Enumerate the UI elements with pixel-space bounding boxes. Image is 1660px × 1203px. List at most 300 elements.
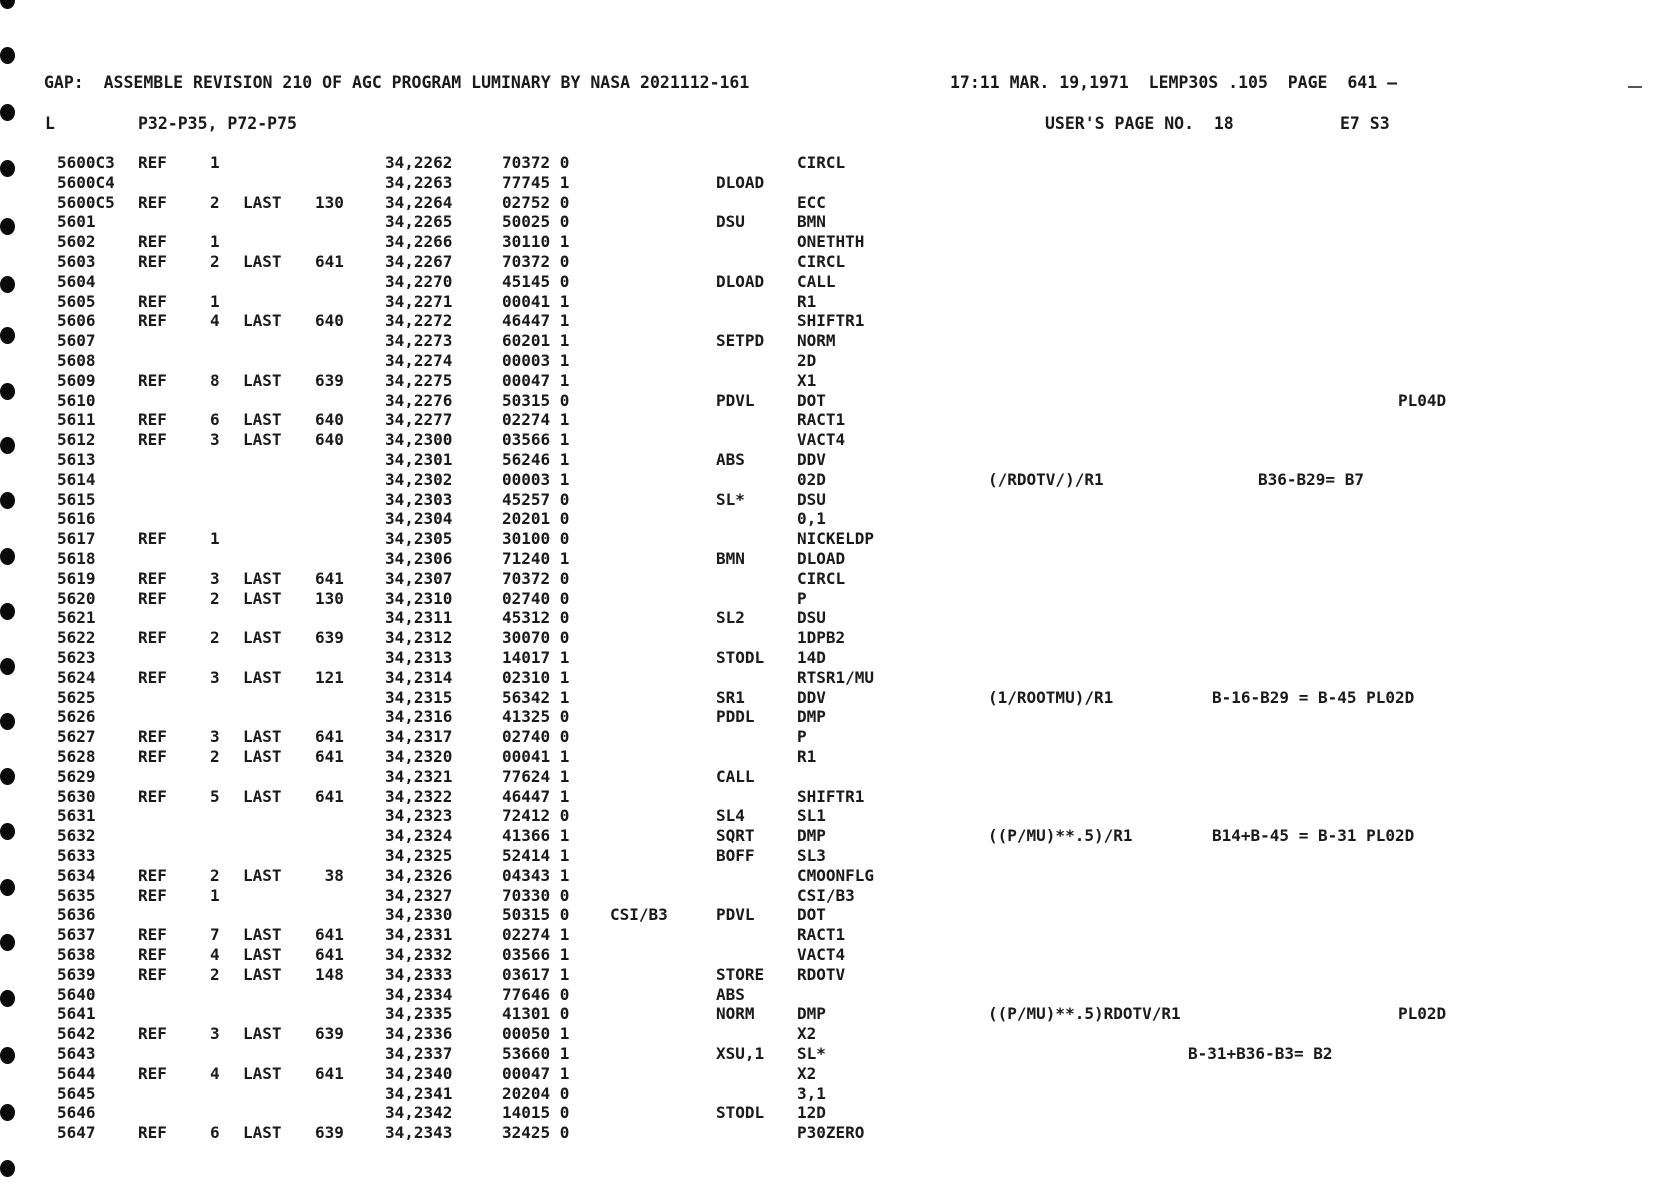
- row-address: 34,2342: [385, 1103, 453, 1123]
- row-operand: DMP: [797, 707, 826, 727]
- row-ref-count: 3: [210, 727, 220, 747]
- row-address: 34,2303: [385, 489, 453, 509]
- row-octal-code: 45257 0: [502, 489, 570, 509]
- row-address: 34,2272: [385, 311, 453, 331]
- row-line-number: 5639: [57, 964, 96, 984]
- row-address: 34,2335: [385, 1004, 453, 1024]
- listing-flag: L: [45, 114, 55, 133]
- row-octal-code: 02752 0: [502, 192, 570, 212]
- row-opcode: SQRT: [716, 826, 755, 846]
- row-line-number: 5636: [57, 905, 96, 925]
- row-opcode: PDVL: [716, 905, 755, 925]
- row-last-marker: LAST: [243, 925, 282, 945]
- row-last-marker: LAST: [243, 667, 282, 687]
- row-last-page: 641: [315, 945, 344, 964]
- row-operand: SHIFTR1: [797, 786, 865, 806]
- row-line-number: 5627: [57, 727, 96, 747]
- row-ref-marker: REF: [138, 786, 167, 806]
- row-line-number: 5642: [57, 1024, 96, 1044]
- row-opcode: PDDL: [716, 707, 755, 727]
- feed-hole: [0, 47, 15, 64]
- row-ref-marker: REF: [138, 945, 167, 964]
- feed-hole: [0, 1047, 15, 1064]
- row-line-number: 5645: [57, 1083, 96, 1103]
- row-last-marker: LAST: [243, 865, 282, 885]
- row-octal-code: 56342 1: [502, 687, 570, 707]
- row-operand: VACT4: [797, 430, 846, 450]
- row-last-marker: LAST: [243, 311, 282, 331]
- row-octal-code: 50025 0: [502, 212, 570, 232]
- row-octal-code: 30110 1: [502, 232, 570, 252]
- row-ref-count: 5: [210, 786, 220, 806]
- row-address: 34,2276: [385, 390, 453, 410]
- row-ref-marker: REF: [138, 885, 167, 905]
- row-last-marker: LAST: [243, 588, 282, 608]
- row-last-marker: LAST: [243, 786, 282, 806]
- feed-hole: [0, 658, 15, 675]
- row-last-marker: LAST: [243, 430, 282, 450]
- row-octal-code: 72412 0: [502, 806, 570, 826]
- row-note: PL02D: [1398, 1004, 1447, 1024]
- row-last-page: 641: [315, 727, 344, 747]
- row-last-page: 639: [315, 1024, 344, 1044]
- row-line-number: 5622: [57, 628, 96, 648]
- row-operand: NORM: [797, 331, 836, 351]
- row-last-page: 641: [315, 925, 344, 945]
- row-label: CSI/B3: [610, 905, 668, 925]
- feed-hole: [0, 383, 15, 400]
- row-last-marker: LAST: [243, 727, 282, 747]
- row-address: 34,2277: [385, 410, 453, 430]
- feed-hole: [0, 218, 15, 235]
- row-operand: CIRCL: [797, 568, 846, 588]
- feed-hole: [0, 934, 15, 951]
- row-last-page: 148: [315, 964, 344, 984]
- row-comment: (1/ROOTMU)/R1: [988, 687, 1114, 707]
- row-octal-code: 20201 0: [502, 509, 570, 529]
- row-note: B36-B29= B7: [1258, 469, 1364, 489]
- row-address: 34,2313: [385, 648, 453, 667]
- row-operand: VACT4: [797, 945, 846, 964]
- row-last-page: 639: [315, 370, 344, 390]
- row-octal-code: 50315 0: [502, 390, 570, 410]
- row-address: 34,2266: [385, 232, 453, 252]
- row-operand: RACT1: [797, 925, 846, 945]
- row-octal-code: 02274 1: [502, 410, 570, 430]
- row-ref-count: 4: [210, 1063, 220, 1083]
- row-last-page: 121: [315, 667, 344, 687]
- row-ref-count: 3: [210, 1024, 220, 1044]
- row-line-number: 5631: [57, 806, 96, 826]
- row-ref-count: 6: [210, 1123, 220, 1143]
- row-octal-code: 45145 0: [502, 271, 570, 291]
- row-address: 34,2274: [385, 351, 453, 370]
- row-operand: 02D: [797, 469, 826, 489]
- row-address: 34,2324: [385, 826, 453, 846]
- row-line-number: 5643: [57, 1044, 96, 1063]
- row-ref-marker: REF: [138, 370, 167, 390]
- row-opcode: CALL: [716, 766, 755, 786]
- feed-hole: [0, 276, 15, 293]
- row-comment: ((P/MU)**.5)/R1: [988, 826, 1133, 846]
- row-octal-code: 77624 1: [502, 766, 570, 786]
- assembly-title: GAP: ASSEMBLE REVISION 210 OF AGC PROGRAM LUMINARY BY NASA 2021112-161: [44, 73, 750, 92]
- row-address: 34,2305: [385, 529, 453, 549]
- row-note: B14+B-45 = B-31 PL02D: [1212, 826, 1415, 846]
- row-address: 34,2322: [385, 786, 453, 806]
- row-operand: X2: [797, 1024, 817, 1044]
- row-opcode: BOFF: [716, 846, 755, 865]
- row-operand: 12D: [797, 1103, 826, 1123]
- row-octal-code: 70372 0: [502, 568, 570, 588]
- row-ref-count: 4: [210, 945, 220, 964]
- row-ref-marker: REF: [138, 529, 167, 549]
- row-address: 34,2300: [385, 430, 453, 450]
- row-address: 34,2311: [385, 608, 453, 628]
- row-opcode: DLOAD: [716, 271, 765, 291]
- row-octal-code: 32425 0: [502, 1123, 570, 1143]
- row-last-marker: LAST: [243, 410, 282, 430]
- row-address: 34,2330: [385, 905, 453, 925]
- row-octal-code: 00003 1: [502, 469, 570, 489]
- feed-hole: [0, 823, 15, 840]
- row-operand: DOT: [797, 905, 826, 925]
- row-comment: ((P/MU)**.5)RDOTV/R1: [988, 1004, 1181, 1024]
- row-ref-marker: REF: [138, 727, 167, 747]
- row-operand: X2: [797, 1063, 817, 1083]
- row-address: 34,2265: [385, 212, 453, 232]
- row-octal-code: 00041 1: [502, 747, 570, 766]
- row-last-page: 130: [315, 192, 344, 212]
- row-last-marker: LAST: [243, 1123, 282, 1143]
- row-operand: CIRCL: [797, 153, 846, 172]
- row-line-number: 5644: [57, 1063, 96, 1083]
- row-ref-count: 3: [210, 568, 220, 588]
- row-ref-marker: REF: [138, 865, 167, 885]
- row-ref-marker: REF: [138, 291, 167, 311]
- feed-hole: [0, 990, 15, 1007]
- row-octal-code: 60201 1: [502, 331, 570, 351]
- row-octal-code: 70330 0: [502, 885, 570, 905]
- row-ref-marker: REF: [138, 410, 167, 430]
- row-address: 34,2310: [385, 588, 453, 608]
- row-ref-marker: REF: [138, 667, 167, 687]
- row-opcode: BMN: [716, 549, 745, 568]
- row-address: 34,2321: [385, 766, 453, 786]
- row-address: 34,2267: [385, 252, 453, 271]
- row-address: 34,2320: [385, 747, 453, 766]
- row-line-number: 5640: [57, 984, 96, 1004]
- row-address: 34,2337: [385, 1044, 453, 1063]
- row-operand: SL3: [797, 846, 826, 865]
- row-line-number: 5620: [57, 588, 96, 608]
- row-line-number: 5615: [57, 489, 96, 509]
- row-line-number: 5611: [57, 410, 96, 430]
- row-address: 34,2332: [385, 945, 453, 964]
- header-line-1: [0, 73, 1398, 93]
- feed-hole: [0, 548, 15, 565]
- row-ref-marker: REF: [138, 311, 167, 331]
- feed-hole: [0, 327, 15, 344]
- row-opcode: SL4: [716, 806, 745, 826]
- row-line-number: 5612: [57, 430, 96, 450]
- row-address: 34,2336: [385, 1024, 453, 1044]
- row-line-number: 5633: [57, 846, 96, 865]
- row-operand: CSI/B3: [797, 885, 855, 905]
- row-ref-marker: REF: [138, 964, 167, 984]
- row-ref-marker: REF: [138, 153, 167, 172]
- row-line-number: 5605: [57, 291, 96, 311]
- row-operand: DMP: [797, 826, 826, 846]
- row-operand: SL1: [797, 806, 826, 826]
- row-ref-count: 2: [210, 628, 220, 648]
- row-last-marker: LAST: [243, 628, 282, 648]
- row-ref-count: 3: [210, 430, 220, 450]
- row-ref-count: 2: [210, 252, 220, 271]
- row-opcode: STORE: [716, 964, 765, 984]
- row-address: 34,2325: [385, 846, 453, 865]
- row-ref-count: 1: [210, 153, 220, 172]
- row-operand: 1DPB2: [797, 628, 846, 648]
- row-line-number: 5629: [57, 766, 96, 786]
- row-ref-count: 2: [210, 747, 220, 766]
- row-address: 34,2264: [385, 192, 453, 212]
- row-last-page: 641: [315, 747, 344, 766]
- row-line-number: 5625: [57, 687, 96, 707]
- row-address: 34,2315: [385, 687, 453, 707]
- row-ref-marker: REF: [138, 588, 167, 608]
- row-ref-count: 1: [210, 885, 220, 905]
- row-last-page: 130: [315, 588, 344, 608]
- row-line-number: 5646: [57, 1103, 96, 1123]
- row-octal-code: 41366 1: [502, 826, 570, 846]
- row-address: 34,2302: [385, 469, 453, 489]
- row-line-number: 5637: [57, 925, 96, 945]
- row-opcode: XSU,1: [716, 1044, 765, 1063]
- row-address: 34,2327: [385, 885, 453, 905]
- row-ref-count: 3: [210, 667, 220, 687]
- row-line-number: 5603: [57, 252, 96, 271]
- row-ref-count: 1: [210, 232, 220, 252]
- row-opcode: DSU: [716, 212, 745, 232]
- row-address: 34,2334: [385, 984, 453, 1004]
- timestamp-page-info: 17:11 MAR. 19,1971 LEMP30S .105 PAGE 641 —: [950, 73, 1398, 92]
- row-line-number: 5635: [57, 885, 96, 905]
- row-opcode: NORM: [716, 1004, 755, 1024]
- row-operand: RDOTV: [797, 964, 846, 984]
- row-opcode: ABS: [716, 984, 745, 1004]
- row-octal-code: 50315 0: [502, 905, 570, 925]
- row-ref-marker: REF: [138, 628, 167, 648]
- row-ref-marker: REF: [138, 1024, 167, 1044]
- row-line-number: 5601: [57, 212, 96, 232]
- row-last-marker: LAST: [243, 192, 282, 212]
- row-operand: NICKELDP: [797, 529, 875, 549]
- row-operand: DSU: [797, 489, 826, 509]
- row-operand: SL*: [797, 1044, 826, 1063]
- row-octal-code: 02274 1: [502, 925, 570, 945]
- row-operand: DOT: [797, 390, 826, 410]
- margin-mark: [1628, 86, 1642, 88]
- row-octal-code: 02310 1: [502, 667, 570, 687]
- row-opcode: STODL: [716, 648, 765, 667]
- row-octal-code: 53660 1: [502, 1044, 570, 1063]
- feed-hole: [0, 437, 15, 454]
- row-ref-marker: REF: [138, 192, 167, 212]
- row-operand: X1: [797, 370, 817, 390]
- row-octal-code: 14017 1: [502, 648, 570, 667]
- row-note: PL04D: [1398, 390, 1447, 410]
- row-octal-code: 20204 0: [502, 1083, 570, 1103]
- row-line-number: 5600C3: [57, 153, 115, 172]
- row-operand: 0,1: [797, 509, 826, 529]
- row-line-number: 5623: [57, 648, 96, 667]
- row-operand: 3,1: [797, 1083, 826, 1103]
- row-operand: RTSR1/MU: [797, 667, 875, 687]
- row-operand: DDV: [797, 450, 826, 469]
- row-address: 34,2314: [385, 667, 453, 687]
- row-line-number: 5604: [57, 271, 96, 291]
- page-code: E7 S3: [1340, 114, 1390, 133]
- row-operand: ECC: [797, 192, 826, 212]
- row-octal-code: 00047 1: [502, 1063, 570, 1083]
- row-octal-code: 03566 1: [502, 430, 570, 450]
- row-octal-code: 52414 1: [502, 846, 570, 865]
- row-operand: SHIFTR1: [797, 311, 865, 331]
- row-line-number: 5600C4: [57, 172, 115, 192]
- row-last-marker: LAST: [243, 370, 282, 390]
- row-opcode: SL2: [716, 608, 745, 628]
- feed-hole: [0, 879, 15, 896]
- row-operand: P30ZERO: [797, 1123, 865, 1143]
- row-line-number: 5602: [57, 232, 96, 252]
- row-address: 34,2331: [385, 925, 453, 945]
- row-line-number: 5641: [57, 1004, 96, 1024]
- row-operand: DDV: [797, 687, 826, 707]
- row-address: 34,2275: [385, 370, 453, 390]
- row-octal-code: 70372 0: [502, 252, 570, 271]
- row-octal-code: 77745 1: [502, 172, 570, 192]
- row-octal-code: 30100 0: [502, 529, 570, 549]
- row-line-number: 5630: [57, 786, 96, 806]
- row-address: 34,2301: [385, 450, 453, 469]
- row-address: 34,2317: [385, 727, 453, 747]
- feed-hole: [0, 492, 15, 509]
- row-octal-code: 04343 1: [502, 865, 570, 885]
- row-line-number: 5647: [57, 1123, 96, 1143]
- row-octal-code: 45312 0: [502, 608, 570, 628]
- row-line-number: 5634: [57, 865, 96, 885]
- row-octal-code: 03617 1: [502, 964, 570, 984]
- row-octal-code: 56246 1: [502, 450, 570, 469]
- row-line-number: 5638: [57, 945, 96, 964]
- row-ref-count: 7: [210, 925, 220, 945]
- row-note: B-31+B36-B3= B2: [1188, 1044, 1333, 1063]
- row-line-number: 5610: [57, 390, 96, 410]
- row-last-page: 38: [324, 865, 344, 885]
- feed-hole: [0, 0, 15, 9]
- feed-hole: [0, 1160, 15, 1177]
- row-address: 34,2304: [385, 509, 453, 529]
- row-last-marker: LAST: [243, 964, 282, 984]
- section-title: P32-P35, P72-P75: [138, 114, 297, 133]
- row-opcode: SR1: [716, 687, 745, 707]
- feed-hole: [0, 713, 15, 730]
- row-address: 34,2333: [385, 964, 453, 984]
- row-address: 34,2262: [385, 153, 453, 172]
- row-address: 34,2273: [385, 331, 453, 351]
- row-last-marker: LAST: [243, 568, 282, 588]
- row-opcode: STODL: [716, 1103, 765, 1123]
- row-octal-code: 46447 1: [502, 786, 570, 806]
- row-last-page: 640: [315, 311, 344, 331]
- row-octal-code: 41325 0: [502, 707, 570, 727]
- row-octal-code: 77646 0: [502, 984, 570, 1004]
- row-ref-marker: REF: [138, 925, 167, 945]
- header-line-2: [0, 114, 1390, 134]
- row-opcode: SETPD: [716, 331, 765, 351]
- row-last-page: 641: [315, 252, 344, 271]
- row-line-number: 5609: [57, 370, 96, 390]
- row-address: 34,2270: [385, 271, 453, 291]
- row-ref-marker: REF: [138, 430, 167, 450]
- feed-hole: [0, 768, 15, 785]
- row-address: 34,2316: [385, 707, 453, 727]
- row-ref-count: 2: [210, 588, 220, 608]
- row-octal-code: 00041 1: [502, 291, 570, 311]
- row-last-marker: LAST: [243, 1024, 282, 1044]
- row-octal-code: 70372 0: [502, 153, 570, 172]
- row-line-number: 5613: [57, 450, 96, 469]
- row-line-number: 5606: [57, 311, 96, 331]
- row-octal-code: 00050 1: [502, 1024, 570, 1044]
- row-address: 34,2306: [385, 549, 453, 568]
- row-last-page: 639: [315, 1123, 344, 1143]
- row-ref-marker: REF: [138, 1123, 167, 1143]
- row-octal-code: 30070 0: [502, 628, 570, 648]
- row-operand: BMN: [797, 212, 826, 232]
- row-operand: 2D: [797, 351, 817, 370]
- row-ref-count: 2: [210, 865, 220, 885]
- row-operand: CALL: [797, 271, 836, 291]
- row-ref-marker: REF: [138, 1063, 167, 1083]
- row-ref-count: 4: [210, 311, 220, 331]
- row-octal-code: 00003 1: [502, 351, 570, 370]
- row-line-number: 5624: [57, 667, 96, 687]
- row-address: 34,2341: [385, 1083, 453, 1103]
- row-last-page: 641: [315, 786, 344, 806]
- row-line-number: 5632: [57, 826, 96, 846]
- row-address: 34,2343: [385, 1123, 453, 1143]
- row-line-number: 5618: [57, 549, 96, 568]
- row-operand: DSU: [797, 608, 826, 628]
- row-operand: DMP: [797, 1004, 826, 1024]
- row-address: 34,2340: [385, 1063, 453, 1083]
- row-last-page: 641: [315, 568, 344, 588]
- row-octal-code: 02740 0: [502, 588, 570, 608]
- row-ref-marker: REF: [138, 747, 167, 766]
- row-ref-count: 1: [210, 529, 220, 549]
- row-last-page: 639: [315, 628, 344, 648]
- row-opcode: ABS: [716, 450, 745, 469]
- row-last-page: 640: [315, 430, 344, 450]
- row-line-number: 5617: [57, 529, 96, 549]
- row-ref-count: 2: [210, 964, 220, 984]
- row-opcode: SL*: [716, 489, 745, 509]
- row-address: 34,2271: [385, 291, 453, 311]
- row-octal-code: 41301 0: [502, 1004, 570, 1024]
- row-operand: CIRCL: [797, 252, 846, 271]
